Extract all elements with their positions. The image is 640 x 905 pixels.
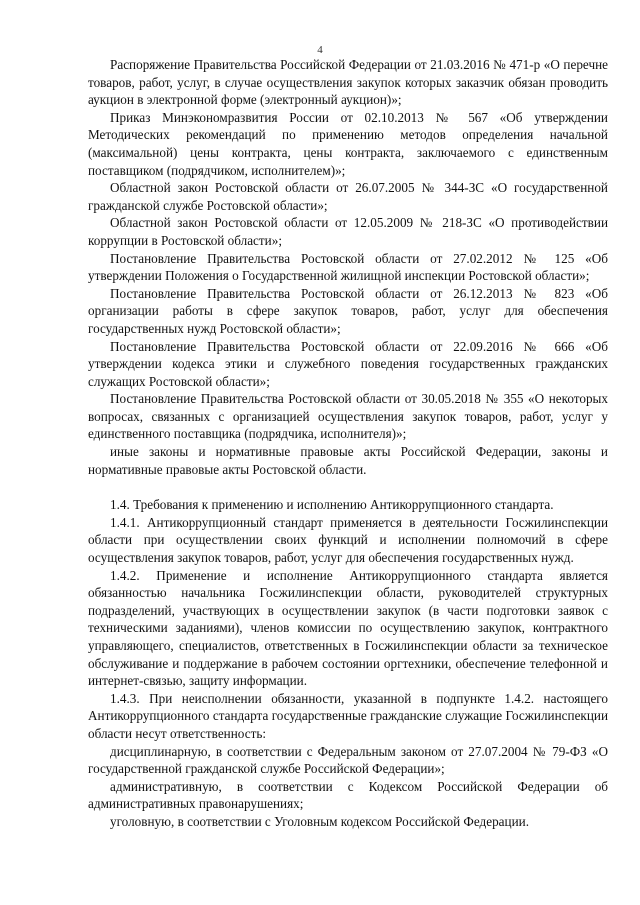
liability-item: дисциплинарную, в соответствии с Федеральным законом от 27.07.2004 № 79-ФЗ «О государственной гражданской службе Российской Федерации»; — [88, 743, 608, 777]
legal-act-paragraph: иные законы и нормативные правовые акты Российской Федерации, законы и нормативные правовые акты Ростовской области. — [88, 444, 608, 477]
paragraph-1-4-1: 1.4.1. Антикоррупционный стандарт применяется в деятельности Госжилинспекции области при осуществлении своих функций и исполнении полномочий в сфере осуществления закупок товаров, работ, услуг для обеспечения государственных нужд. — [88, 514, 608, 566]
legal-act-paragraph: Постановление Правительства Ростовской области от 22.09.2016 № 666 «Об утверждении кодекса этики и служебного поведения государственных гражданских служащих Ростовской области»; — [88, 338, 608, 389]
section-title-1-4: 1.4. Требования к применению и исполнению Антикоррупционного стандарта. — [110, 497, 554, 513]
legal-act-paragraph: Областной закон Ростовской области от 12.05.2009 № 218-ЗС «О противодействии коррупции в Ростовской области»; — [88, 215, 608, 248]
liability-item: уголовную, в соответствии с Уголовным кодексом Российской Федерации. — [110, 813, 530, 829]
legal-act-paragraph: Постановление Правительства Ростовской области от 30.05.2018 № 355 «О некоторых вопросах, связанных с организацией осуществления закупок товаров, работ, услуг у единственного поставщика (подрядчика, исполнителя)»; — [88, 391, 608, 442]
legal-act-paragraph: Постановление Правительства Ростовской области от 27.02.2012 № 125 «Об утверждении Положения о Государственной жилищной инспекции Ростовской области»; — [88, 250, 608, 284]
legal-act-paragraph: Постановление Правительства Ростовской области от 26.12.2013 № 823 «Об организации работы в сфере закупок товаров, работ, услуг для обеспечения государственных нужд Ростовской области»; — [88, 285, 608, 336]
paragraph-1-4-2: 1.4.2. Применение и исполнение Антикоррупционного стандарта является обязанностью начальника Госжилинспекции области, руководителей структурных подразделений, участвующих в осуществлении закупок (в части подготовки заявок с техническими заданиями), членов комиссии по осуществлению закупок, контрактного управляющего, специалистов, ответственных в Госжилинспекции области за техническое обслуживание и поддержание в рабочем состоянии оргтехники, обеспечение телефонной и интернет-связью, защиту информации. — [88, 567, 608, 689]
page-number: 4 — [317, 44, 323, 56]
legal-act-paragraph: Распоряжение Правительства Российской Федерации от 21.03.2016 № 471-р «О перечне товаров, работ, услуг, в случае осуществления закупок которых заказчик обязан проводить аукцион в электронной форме (электронный аукцион)»; — [88, 57, 608, 108]
paragraph-1-4-3: 1.4.3. При неисполнении обязанности, указанной в подпункте 1.4.2. настоящего Антикоррупционного стандарта государственные гражданские служащие Госжилинспекции области несут ответственность: — [88, 690, 608, 741]
document-body — [88, 44, 608, 831]
section-gap — [88, 478, 608, 496]
legal-act-paragraph: Областной закон Ростовской области от 26.07.2005 № 344-ЗС «О государственной гражданской службе Ростовской области»; — [88, 180, 608, 213]
liability-item: административную, в соответствии с Кодексом Российской Федерации об административных правонарушениях; — [88, 778, 608, 812]
legal-act-paragraph: Приказ Минэкономразвития России от 02.10.2013 № 567 «Об утверждении Методических рекомендаций по применению методов определения начальной (максимальной) цены контракта, цены контракта, заключаемого с единственным поставщиком (подрядчиком, исполнителем)»; — [88, 109, 608, 178]
